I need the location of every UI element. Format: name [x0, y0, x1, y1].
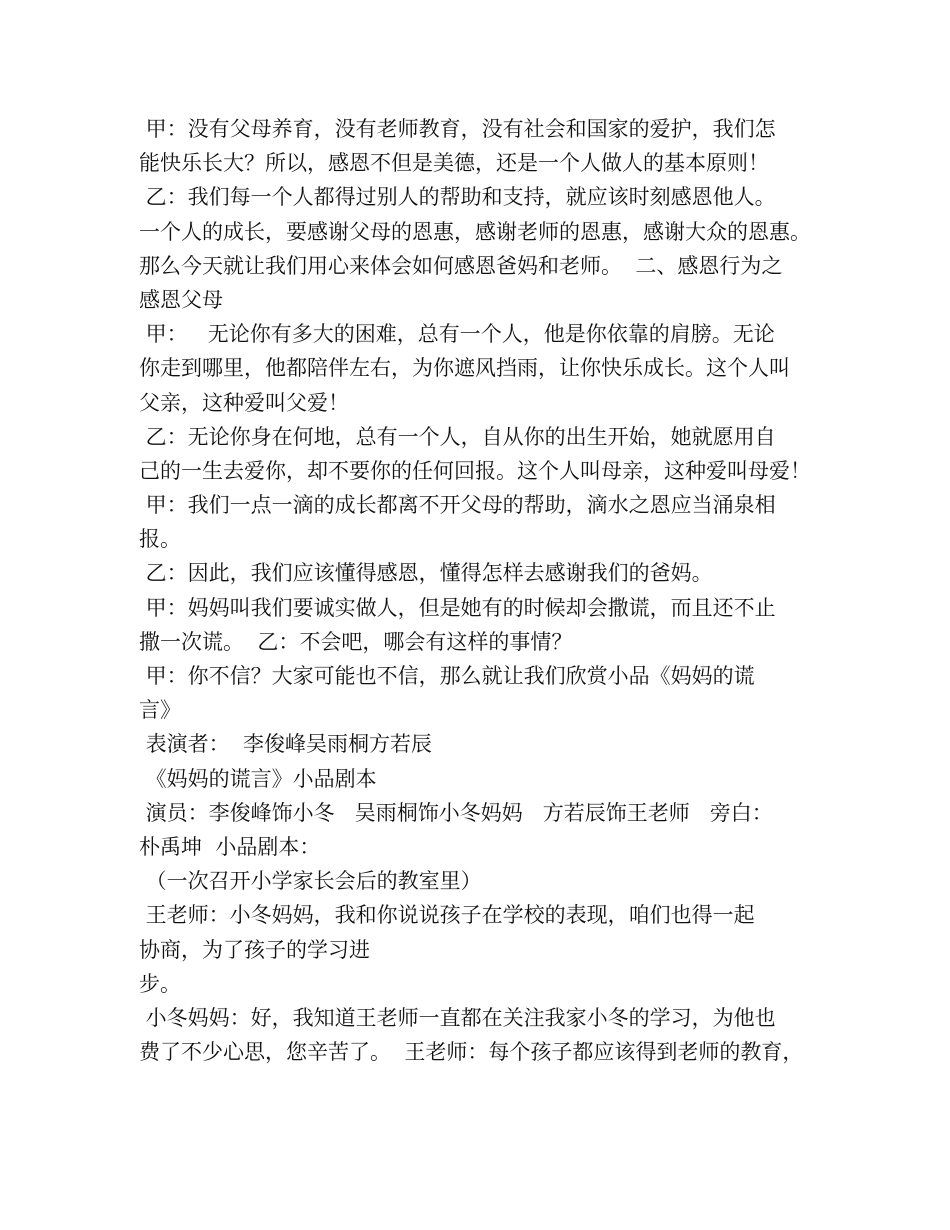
text-line-26: 步。 — [139, 971, 181, 996]
text-line-23: （一次召开小学家长会后的教室里） — [139, 869, 482, 894]
text-line-28: 费了不少心思，您辛苦了。 王老师：每个孩子都应该得到老师的教育， — [139, 1040, 804, 1065]
text-line-4: 一个人的成长，要感谢父母的恩惠，感谢老师的恩惠，感谢大众的恩惠。 — [139, 219, 811, 244]
text-line-14: 乙：因此，我们应该懂得感恩，懂得怎样去感谢我们的爸妈。 — [139, 561, 713, 586]
text-line-1: 甲：没有父母养育，没有老师教育，没有社会和国家的爱护，我们怎 — [139, 117, 776, 141]
text-line-6: 感恩父母 — [139, 287, 223, 312]
text-line-11: 己的一生去爱你，却不要你的任何回报。这个人叫母亲，这种爱叫母爱！ — [139, 458, 811, 483]
text-line-3: 乙：我们每一个人都得过别人的帮助和支持，就应该时刻感恩他人。 — [139, 185, 776, 210]
text-line-8: 你走到哪里，他都陪伴左右，为你遮风挡雨，让你快乐成长。这个人叫 — [139, 356, 790, 381]
text-line-27: 小冬妈妈：好，我知道王老师一直都在关注我家小冬的学习，为他也 — [139, 1005, 776, 1030]
text-line-21: 演员：李俊峰饰小冬 吴雨桐饰小冬妈妈 方若辰饰王老师 旁白： — [139, 800, 773, 825]
text-line-20: 《妈妈的谎言》小品剧本 — [139, 766, 377, 791]
text-line-5: 那么今天就让我们用心来体会如何感恩爸妈和老师。 二、感恩行为之 — [139, 253, 783, 278]
text-line-25: 协商，为了孩子的学习进 — [139, 937, 370, 962]
text-line-24: 王老师：小冬妈妈，我和你说说孩子在学校的表现，咱们也得一起 — [139, 903, 755, 928]
text-line-16: 撒一次谎。 乙：不会吧，哪会有这样的事情？ — [139, 629, 573, 654]
text-line-22: 朴禹坤 小品剧本： — [139, 834, 321, 859]
text-line-19: 表演者： 李俊峰吴雨桐方若辰 — [139, 732, 433, 757]
text-line-9: 父亲，这种爱叫父爱！ — [139, 390, 349, 415]
text-line-7: 甲： 无论你有多大的困难，总有一个人，他是你依靠的肩膀。无论 — [139, 322, 775, 347]
text-line-13: 报。 — [139, 527, 181, 552]
text-line-17: 甲：你不信？大家可能也不信，那么就让我们欣赏小品《妈妈的谎 — [139, 664, 755, 688]
text-line-10: 乙：无论你身在何地，总有一个人，自从你的出生开始，她就愿用自 — [139, 424, 776, 449]
text-line-18: 言》 — [139, 698, 181, 723]
text-line-15: 甲：妈妈叫我们要诚实做人，但是她有的时候却会撒谎，而且还不止 — [139, 595, 776, 620]
document-body — [139, 112, 829, 1069]
text-line-2: 能快乐长大？所以，感恩不但是美德，还是一个人做人的基本原则！ — [139, 151, 769, 176]
text-line-12: 甲：我们一点一滴的成长都离不开父母的帮助，滴水之恩应当涌泉相 — [139, 493, 776, 518]
